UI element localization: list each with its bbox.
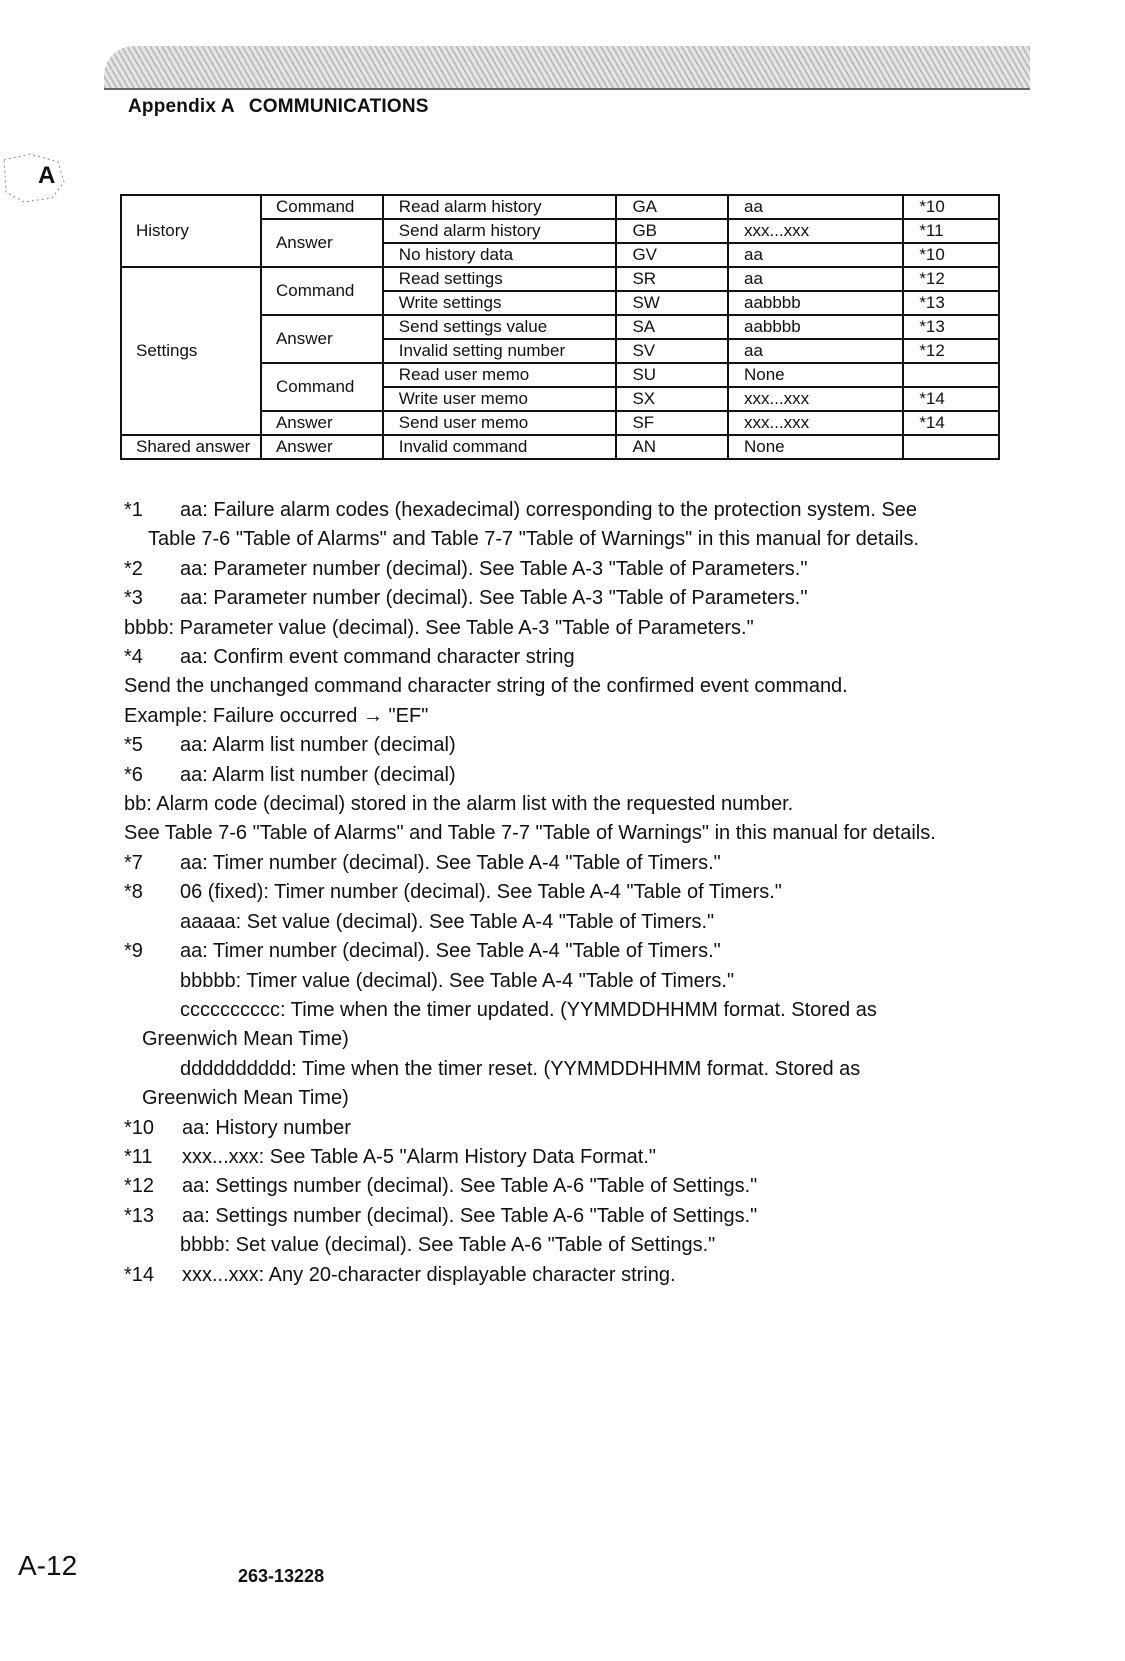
code-cell: SA xyxy=(616,315,728,339)
note-cell: *14 xyxy=(903,387,999,411)
code-cell: SR xyxy=(616,267,728,291)
footnote-text: Send the unchanged command character string of the confirmed event command. xyxy=(124,675,848,698)
footnote-line xyxy=(124,496,1014,525)
category-cell: History xyxy=(121,195,261,267)
note-cell: *14 xyxy=(903,411,999,435)
footnote-text: dddddddddd: Time when the timer reset. (YYMMDDHHMM format. Stored as xyxy=(180,1057,861,1080)
table-row xyxy=(121,435,999,459)
code-cell: GA xyxy=(616,195,728,219)
description-cell: Read settings xyxy=(383,267,617,291)
code-cell: SW xyxy=(616,291,728,315)
footnote-text: 06 (fixed): Timer number (decimal). See Table A-4 "Table of Timers." xyxy=(180,881,782,904)
page-number: A-12 xyxy=(18,1550,78,1581)
footnote-text: aa: Timer number (decimal). See Table A-4 "Table of Timers." xyxy=(180,940,721,963)
footnote-marker: *9 xyxy=(124,940,143,963)
footnote-marker: *8 xyxy=(124,881,143,904)
footnote-line xyxy=(124,555,1014,584)
footnote-text: bb: Alarm code (decimal) stored in the alarm list with the requested number. xyxy=(124,793,794,816)
footnote-marker: *12 xyxy=(124,1175,155,1198)
footnote-line xyxy=(124,1084,1014,1113)
footnote-line xyxy=(124,1172,1014,1201)
table-row xyxy=(121,267,999,291)
description-cell: Send settings value xyxy=(383,315,617,339)
footnote-line xyxy=(124,1055,1014,1084)
footnote-line xyxy=(124,1231,1014,1260)
footnote-marker: *5 xyxy=(124,734,143,757)
code-cell: GB xyxy=(616,219,728,243)
table-row xyxy=(121,195,999,219)
note-cell: *11 xyxy=(903,219,999,243)
note-cell: *12 xyxy=(903,339,999,363)
description-cell: Read alarm history xyxy=(383,195,617,219)
footnote-line xyxy=(124,643,1014,672)
direction-cell: Command xyxy=(261,267,383,315)
note-cell xyxy=(903,363,999,387)
category-cell: Shared answer xyxy=(121,435,261,459)
code-cell: GV xyxy=(616,243,728,267)
footnote-marker: *7 xyxy=(124,851,143,874)
footnote-text: Table 7-6 "Table of Alarms" and Table 7-7 "Table of Warnings" in this manual for details. xyxy=(148,528,920,551)
direction-cell: Answer xyxy=(261,315,383,363)
footnote-text: aa: Parameter number (decimal). See Table A-3 "Table of Parameters." xyxy=(180,587,808,610)
footnote-line xyxy=(124,672,1014,701)
footnote-line xyxy=(124,525,1014,554)
footnote-text: Greenwich Mean Time) xyxy=(142,1087,349,1110)
footnote-text: bbbb: Set value (decimal). See Table A-6 "Table of Settings." xyxy=(180,1234,716,1257)
format-cell: aabbbb xyxy=(728,315,903,339)
direction-cell: Answer xyxy=(261,411,383,435)
direction-cell: Command xyxy=(261,195,383,219)
appendix-tab-marker xyxy=(0,152,70,204)
footnote-text: aaaaa: Set value (decimal). See Table A-4 "Table of Timers." xyxy=(180,910,715,933)
footnote-text: xxx...xxx: See Table A-5 "Alarm History Data Format." xyxy=(182,1145,656,1168)
footnote-marker: *1 xyxy=(124,499,143,521)
category-cell: Settings xyxy=(121,267,261,435)
footnote-line xyxy=(124,790,1014,819)
footnote-text: aa: Settings number (decimal). See Table A-6 "Table of Settings." xyxy=(182,1175,758,1198)
description-cell: Read user memo xyxy=(383,363,617,387)
footnote-marker: *3 xyxy=(124,587,143,610)
note-cell xyxy=(903,435,999,459)
footnote-line xyxy=(124,1025,1014,1054)
direction-cell: Answer xyxy=(261,219,383,267)
format-cell: xxx...xxx xyxy=(728,219,903,243)
description-cell: Send alarm history xyxy=(383,219,617,243)
description-cell: Write settings xyxy=(383,291,617,315)
tab-marker-graphic xyxy=(0,152,70,204)
footnotes xyxy=(124,496,1014,1290)
format-cell: xxx...xxx xyxy=(728,411,903,435)
communications-table xyxy=(120,194,1000,460)
footnote-line xyxy=(124,731,1014,760)
footnote-line xyxy=(124,761,1014,790)
code-cell: AN xyxy=(616,435,728,459)
format-cell: None xyxy=(728,363,903,387)
footnote-text: aa: Failure alarm codes (hexadecimal) corresponding to the protection system. See xyxy=(180,499,918,521)
code-cell: SF xyxy=(616,411,728,435)
footnote-marker: *10 xyxy=(124,1116,155,1139)
code-cell: SV xyxy=(616,339,728,363)
footnote-text: cccccccccc: Time when the timer updated. (YYMMDDHHMM format. Stored as xyxy=(180,998,877,1021)
footnote-line xyxy=(124,819,1014,848)
footnote-text: xxx...xxx: Any 20-character displayable character string. xyxy=(182,1263,676,1286)
footnote-line xyxy=(124,702,1014,731)
code-cell: SX xyxy=(616,387,728,411)
footnote-line xyxy=(124,1202,1014,1231)
footnote-marker: *13 xyxy=(124,1204,155,1227)
direction-cell: Command xyxy=(261,363,383,411)
footnote-text: aa: Confirm event command character string xyxy=(180,646,575,669)
footnote-line xyxy=(124,1114,1014,1143)
footnote-text: aa: Alarm list number (decimal) xyxy=(180,763,456,786)
footnote-text: aa: Parameter number (decimal). See Table A-3 "Table of Parameters." xyxy=(180,557,808,580)
footnote-marker: *11 xyxy=(124,1145,153,1168)
format-cell: xxx...xxx xyxy=(728,387,903,411)
direction-cell: Answer xyxy=(261,435,383,459)
footnote-line xyxy=(124,967,1014,996)
footnote-line xyxy=(124,1261,1014,1290)
footnote-marker: *6 xyxy=(124,763,143,786)
description-cell: Invalid command xyxy=(383,435,617,459)
footnote-text: aa: Alarm list number (decimal) xyxy=(180,734,456,757)
footnote-text: aa: History number xyxy=(182,1116,351,1139)
format-cell: aa xyxy=(728,267,903,291)
description-cell: Send user memo xyxy=(383,411,617,435)
footnote-line xyxy=(124,908,1014,937)
description-cell: No history data xyxy=(383,243,617,267)
page-header xyxy=(128,96,429,118)
code-cell: SU xyxy=(616,363,728,387)
footnote-text: aa: Timer number (decimal). See Table A-4 "Table of Timers." xyxy=(180,851,721,874)
footnote-line xyxy=(124,849,1014,878)
footnote-text: aa: Settings number (decimal). See Table A-6 "Table of Settings." xyxy=(182,1204,758,1227)
format-cell: None xyxy=(728,435,903,459)
footnote-line xyxy=(124,614,1014,643)
footnote-line xyxy=(124,1143,1014,1172)
format-cell: aa xyxy=(728,339,903,363)
section-title: COMMUNICATIONS xyxy=(248,96,429,117)
footnote-marker: *14 xyxy=(124,1263,155,1286)
format-cell: aa xyxy=(728,195,903,219)
note-cell: *13 xyxy=(903,315,999,339)
footnote-marker: *2 xyxy=(124,557,143,580)
document-code: 263-13228 xyxy=(238,1566,325,1586)
note-cell: *10 xyxy=(903,243,999,267)
format-cell: aabbbb xyxy=(728,291,903,315)
footnote-text: bbbb: Parameter value (decimal). See Table A-3 "Table of Parameters." xyxy=(124,616,754,639)
footnote-line xyxy=(124,996,1014,1025)
footnote-marker: *4 xyxy=(124,646,143,669)
footnote-text: Greenwich Mean Time) xyxy=(142,1028,349,1051)
description-cell: Write user memo xyxy=(383,387,617,411)
footnote-line xyxy=(124,878,1014,907)
format-cell: aa xyxy=(728,243,903,267)
footnote-text: Example: Failure occurred → "EF" xyxy=(124,704,429,727)
appendix-label: Appendix A xyxy=(128,96,235,117)
note-cell: *13 xyxy=(903,291,999,315)
tab-letter: A xyxy=(38,162,56,189)
footnote-text: bbbbb: Timer value (decimal). See Table A-4 "Table of Timers." xyxy=(180,969,735,992)
note-cell: *10 xyxy=(903,195,999,219)
footnote-text: See Table 7-6 "Table of Alarms" and Table 7-7 "Table of Warnings" in this manual for details. xyxy=(124,822,936,845)
note-cell: *12 xyxy=(903,267,999,291)
header-band xyxy=(104,46,1030,90)
footnote-line xyxy=(124,584,1014,613)
footnote-line xyxy=(124,937,1014,966)
description-cell: Invalid setting number xyxy=(383,339,617,363)
